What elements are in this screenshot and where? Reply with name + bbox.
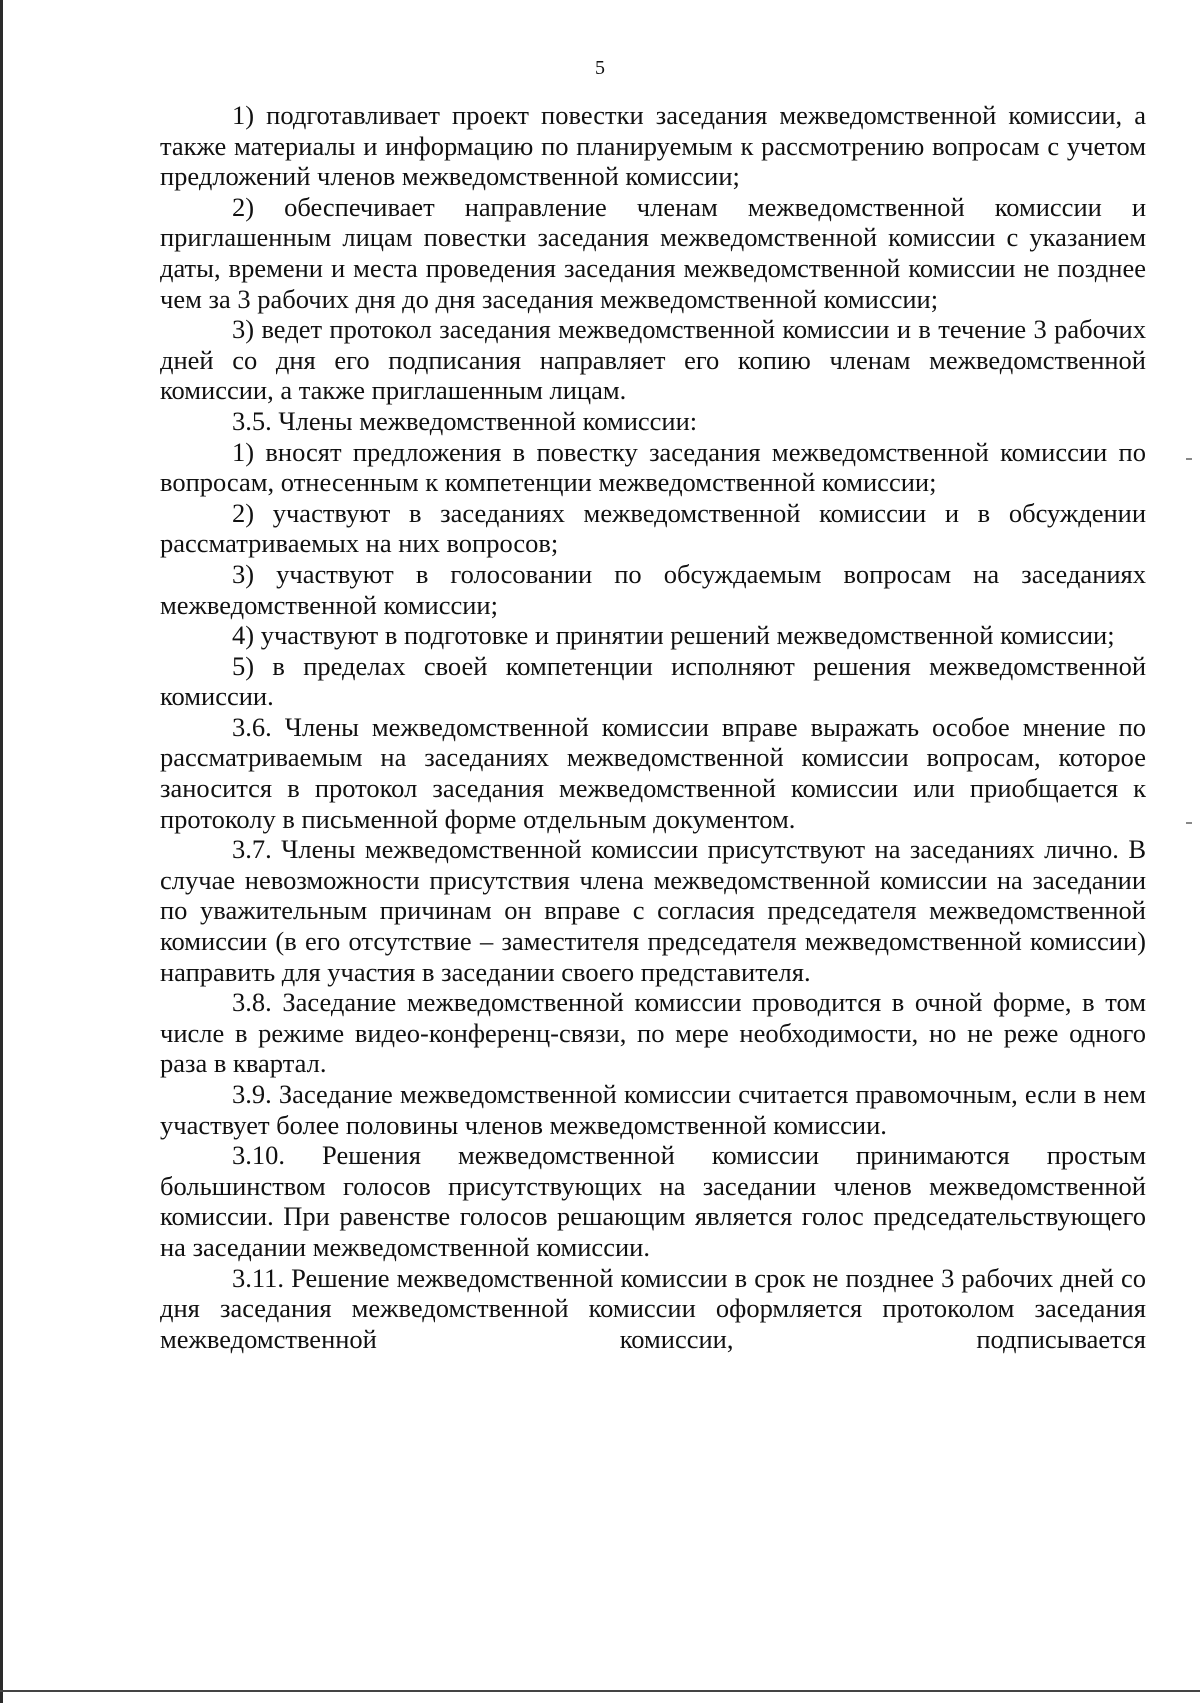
paragraph-3-10: 3.10. Решения межведомственной комиссии принимаются простым большинством голосов присутствующих на заседании членов межведомственной комиссии. При равенстве голосов решающим является голос председательствующего на заседании межведомственной комиссии. bbox=[160, 1140, 1146, 1262]
paragraph-3-5-2: 2) участвуют в заседаниях межведомственной комиссии и в обсуждении рассматриваемых на них вопросов; bbox=[160, 497, 1146, 559]
paragraph-3: 3) ведет протокол заседания межведомственной комиссии и в течение 3 рабочих дней со дня его подписания направляет его копию членам межведомственной комиссии, а также приглашенным лицам. bbox=[160, 314, 1146, 406]
document-body bbox=[160, 100, 1146, 1354]
margin-scan-mark bbox=[1186, 822, 1192, 824]
paragraph-3-5-4: 4) участвуют в подготовке и принятии решений межведомственной комиссии; bbox=[232, 620, 1115, 651]
paragraph-3-5-3: 3) участвуют в голосовании по обсуждаемым вопросам на заседаниях межведомственной комиссии; bbox=[160, 558, 1146, 620]
margin-scan-mark bbox=[1186, 458, 1192, 460]
paragraph-3-5-1: 1) вносят предложения в повестку заседания межведомственной комиссии по вопросам, отнесенным к компетенции межведомственной комиссии; bbox=[160, 436, 1146, 498]
paragraph-3-7: 3.7. Члены межведомственной комиссии присутствуют на заседаниях лично. В случае невозможности присутствия члена межведомственной комиссии на заседании по уважительным причинам он вправе с согласия председателя межведомственной комиссии (в его отсутствие – заместителя председателя межведомственной комиссии) направить для участия в заседании своего представителя. bbox=[160, 834, 1146, 987]
paragraph-3-5-5: 5) в пределах своей компетенции исполняют решения межведомственной комиссии. bbox=[160, 650, 1146, 712]
paragraph-1: 1) подготавливает проект повестки заседания межведомственной комиссии, а также материалы и информацию по планируемым к рассмотрению вопросам с учетом предложений членов межведомственной комиссии; bbox=[160, 100, 1146, 192]
paragraph-2: 2) обеспечивает направление членам межведомственной комиссии и приглашенным лицам повестки заседания межведомственной комиссии с указанием даты, времени и места проведения заседания межведомственной комиссии не позднее чем за 3 рабочих дня до дня заседания межведомственной комиссии; bbox=[160, 191, 1146, 314]
paragraph-3-11: 3.11. Решение межведомственной комиссии в срок не позднее 3 рабочих дней со дня заседания межведомственной комиссии оформляется протоколом заседания межведомственной комиссии, подписывается bbox=[160, 1262, 1146, 1354]
scan-edge-bottom bbox=[0, 1690, 1200, 1692]
paragraph-3-6: 3.6. Члены межведомственной комиссии вправе выражать особое мнение по рассматриваемым на заседаниях межведомственной комиссии вопросам, которое заносится в протокол заседания межведомственной комиссии или приобщается к протоколу в письменной форме отдельным документом. bbox=[160, 711, 1146, 834]
page-number: 5 bbox=[595, 57, 605, 79]
paragraph-3-9: 3.9. Заседание межведомственной комиссии считается правомочным, если в нем участвует более половины членов межведомственной комиссии. bbox=[160, 1079, 1146, 1140]
section-heading-3-5: 3.5. Члены межведомственной комиссии: bbox=[232, 405, 698, 436]
paragraph-3-8: 3.8. Заседание межведомственной комиссии проводится в очной форме, в том числе в режиме видео-конференц-связи, по мере необходимости, но не реже одного раза в квартал. bbox=[160, 987, 1146, 1079]
scan-edge-left bbox=[0, 0, 3, 1703]
